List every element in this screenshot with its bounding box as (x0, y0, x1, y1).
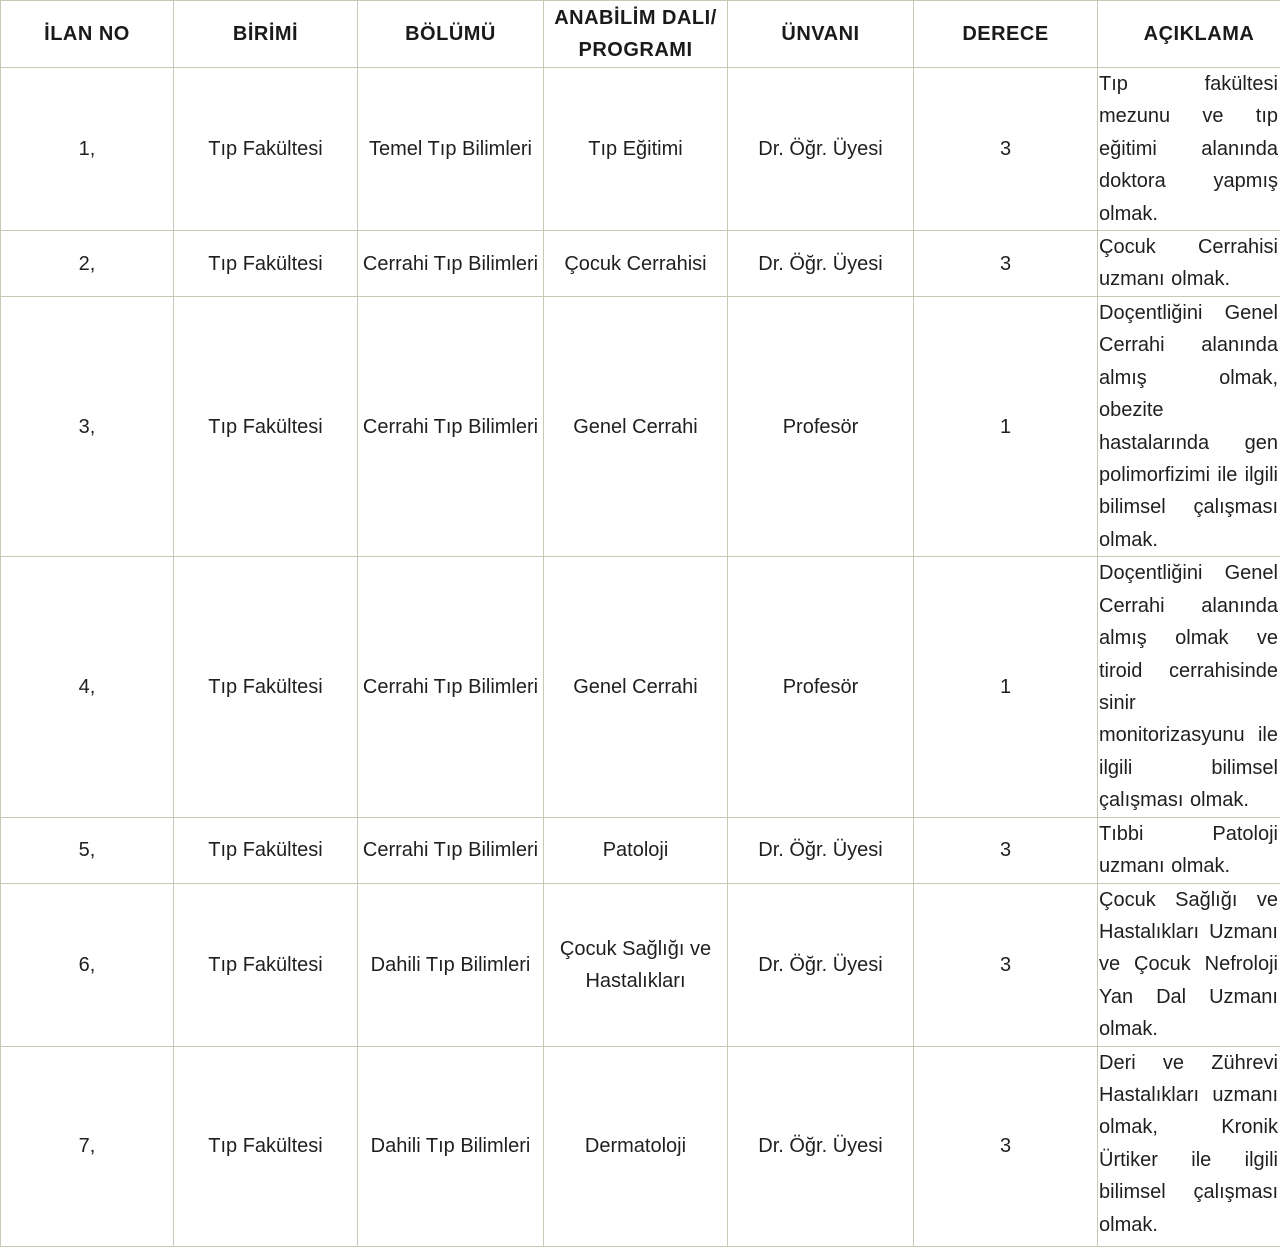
cell-unvani: Dr. Öğr. Üyesi (728, 1046, 914, 1246)
cell-derece: 3 (914, 1046, 1098, 1246)
cell-unvani: Profesör (728, 557, 914, 817)
cell-derece: 3 (914, 817, 1098, 883)
cell-aciklama (1098, 883, 1280, 1046)
cell-bolumu: Dahili Tıp Bilimleri (358, 1046, 544, 1246)
cell-aciklama (1098, 297, 1280, 557)
cell-aciklama (1098, 1046, 1280, 1246)
cell-aciklama (1098, 817, 1280, 883)
cell-anabilim-dali: Patoloji (544, 817, 728, 883)
cell-ilan-no: 6, (1, 883, 174, 1046)
cell-unvani: Dr. Öğr. Üyesi (728, 231, 914, 297)
cell-birimi: Tıp Fakültesi (174, 231, 358, 297)
cell-derece: 1 (914, 297, 1098, 557)
aciklama-text: Çocuk Cerrahisi uzmanı olmak. (1099, 231, 1278, 296)
aciklama-text: Doçentliğini Genel Cerrahi alanında almış olmak ve tiroid cerrahisinde sinir monitorizasyunu ile ilgili bilimsel çalışması olmak. (1099, 557, 1278, 816)
aciklama-text: Tıp fakültesi mezunu ve tıp eğitimi alanında doktora yapmış olmak. (1099, 68, 1278, 230)
cell-aciklama (1098, 557, 1280, 817)
header-birimi: BİRİMİ (174, 1, 358, 68)
cell-unvani: Dr. Öğr. Üyesi (728, 68, 914, 231)
cell-birimi: Tıp Fakültesi (174, 297, 358, 557)
cell-derece: 1 (914, 557, 1098, 817)
cell-birimi: Tıp Fakültesi (174, 883, 358, 1046)
table-row (1, 817, 1280, 883)
cell-unvani: Dr. Öğr. Üyesi (728, 883, 914, 1046)
table-row (1, 1046, 1280, 1246)
table-row (1, 557, 1280, 817)
cell-anabilim-dali: Genel Cerrahi (544, 297, 728, 557)
cell-bolumu: Dahili Tıp Bilimleri (358, 883, 544, 1046)
cell-anabilim-dali: Genel Cerrahi (544, 557, 728, 817)
header-derece: DERECE (914, 1, 1098, 68)
cell-ilan-no: 4, (1, 557, 174, 817)
cell-anabilim-dali: Dermatoloji (544, 1046, 728, 1246)
header-row (1, 1, 1280, 68)
cell-birimi: Tıp Fakültesi (174, 1046, 358, 1246)
aciklama-text: Doçentliğini Genel Cerrahi alanında almış olmak, obezite hastalarında gen polimorfizimi ile ilgili bilimsel çalışması olmak. (1099, 297, 1278, 556)
table-row (1, 231, 1280, 297)
cell-bolumu: Temel Tıp Bilimleri (358, 68, 544, 231)
cell-unvani: Profesör (728, 297, 914, 557)
table-row (1, 883, 1280, 1046)
cell-unvani: Dr. Öğr. Üyesi (728, 817, 914, 883)
cell-derece: 3 (914, 68, 1098, 231)
cell-birimi: Tıp Fakültesi (174, 557, 358, 817)
header-aciklama: AÇIKLAMA (1098, 1, 1280, 68)
cell-bolumu: Cerrahi Tıp Bilimleri (358, 297, 544, 557)
cell-ilan-no: 3, (1, 297, 174, 557)
cell-derece: 3 (914, 231, 1098, 297)
cell-ilan-no: 2, (1, 231, 174, 297)
cell-ilan-no: 1, (1, 68, 174, 231)
aciklama-text: Tıbbi Patoloji uzmanı olmak. (1099, 818, 1278, 883)
cell-birimi: Tıp Fakültesi (174, 817, 358, 883)
header-unvani: ÜNVANI (728, 1, 914, 68)
header-bolumu: BÖLÜMÜ (358, 1, 544, 68)
cell-derece: 3 (914, 883, 1098, 1046)
cell-anabilim-dali: Tıp Eğitimi (544, 68, 728, 231)
cell-anabilim-dali: Çocuk Cerrahisi (544, 231, 728, 297)
cell-ilan-no: 7, (1, 1046, 174, 1246)
cell-ilan-no: 5, (1, 817, 174, 883)
cell-anabilim-dali: Çocuk Sağlığı ve Hastalıkları (544, 883, 728, 1046)
table-row (1, 297, 1280, 557)
cell-aciklama (1098, 231, 1280, 297)
cell-aciklama (1098, 68, 1280, 231)
table-row (1, 68, 1280, 231)
aciklama-text: Deri ve Zührevi Hastalıkları uzmanı olmak, Kronik Ürtiker ile ilgili bilimsel çalışması olmak. (1099, 1047, 1278, 1241)
cell-bolumu: Cerrahi Tıp Bilimleri (358, 557, 544, 817)
aciklama-text: Çocuk Sağlığı ve Hastalıkları Uzmanı ve Çocuk Nefroloji Yan Dal Uzmanı olmak. (1099, 884, 1278, 1046)
cell-bolumu: Cerrahi Tıp Bilimleri (358, 817, 544, 883)
header-ilan-no: İLAN NO (1, 1, 174, 68)
header-anabilim-dali: ANABİLİM DALI/ PROGRAMI (544, 1, 728, 68)
cell-bolumu: Cerrahi Tıp Bilimleri (358, 231, 544, 297)
cell-birimi: Tıp Fakültesi (174, 68, 358, 231)
